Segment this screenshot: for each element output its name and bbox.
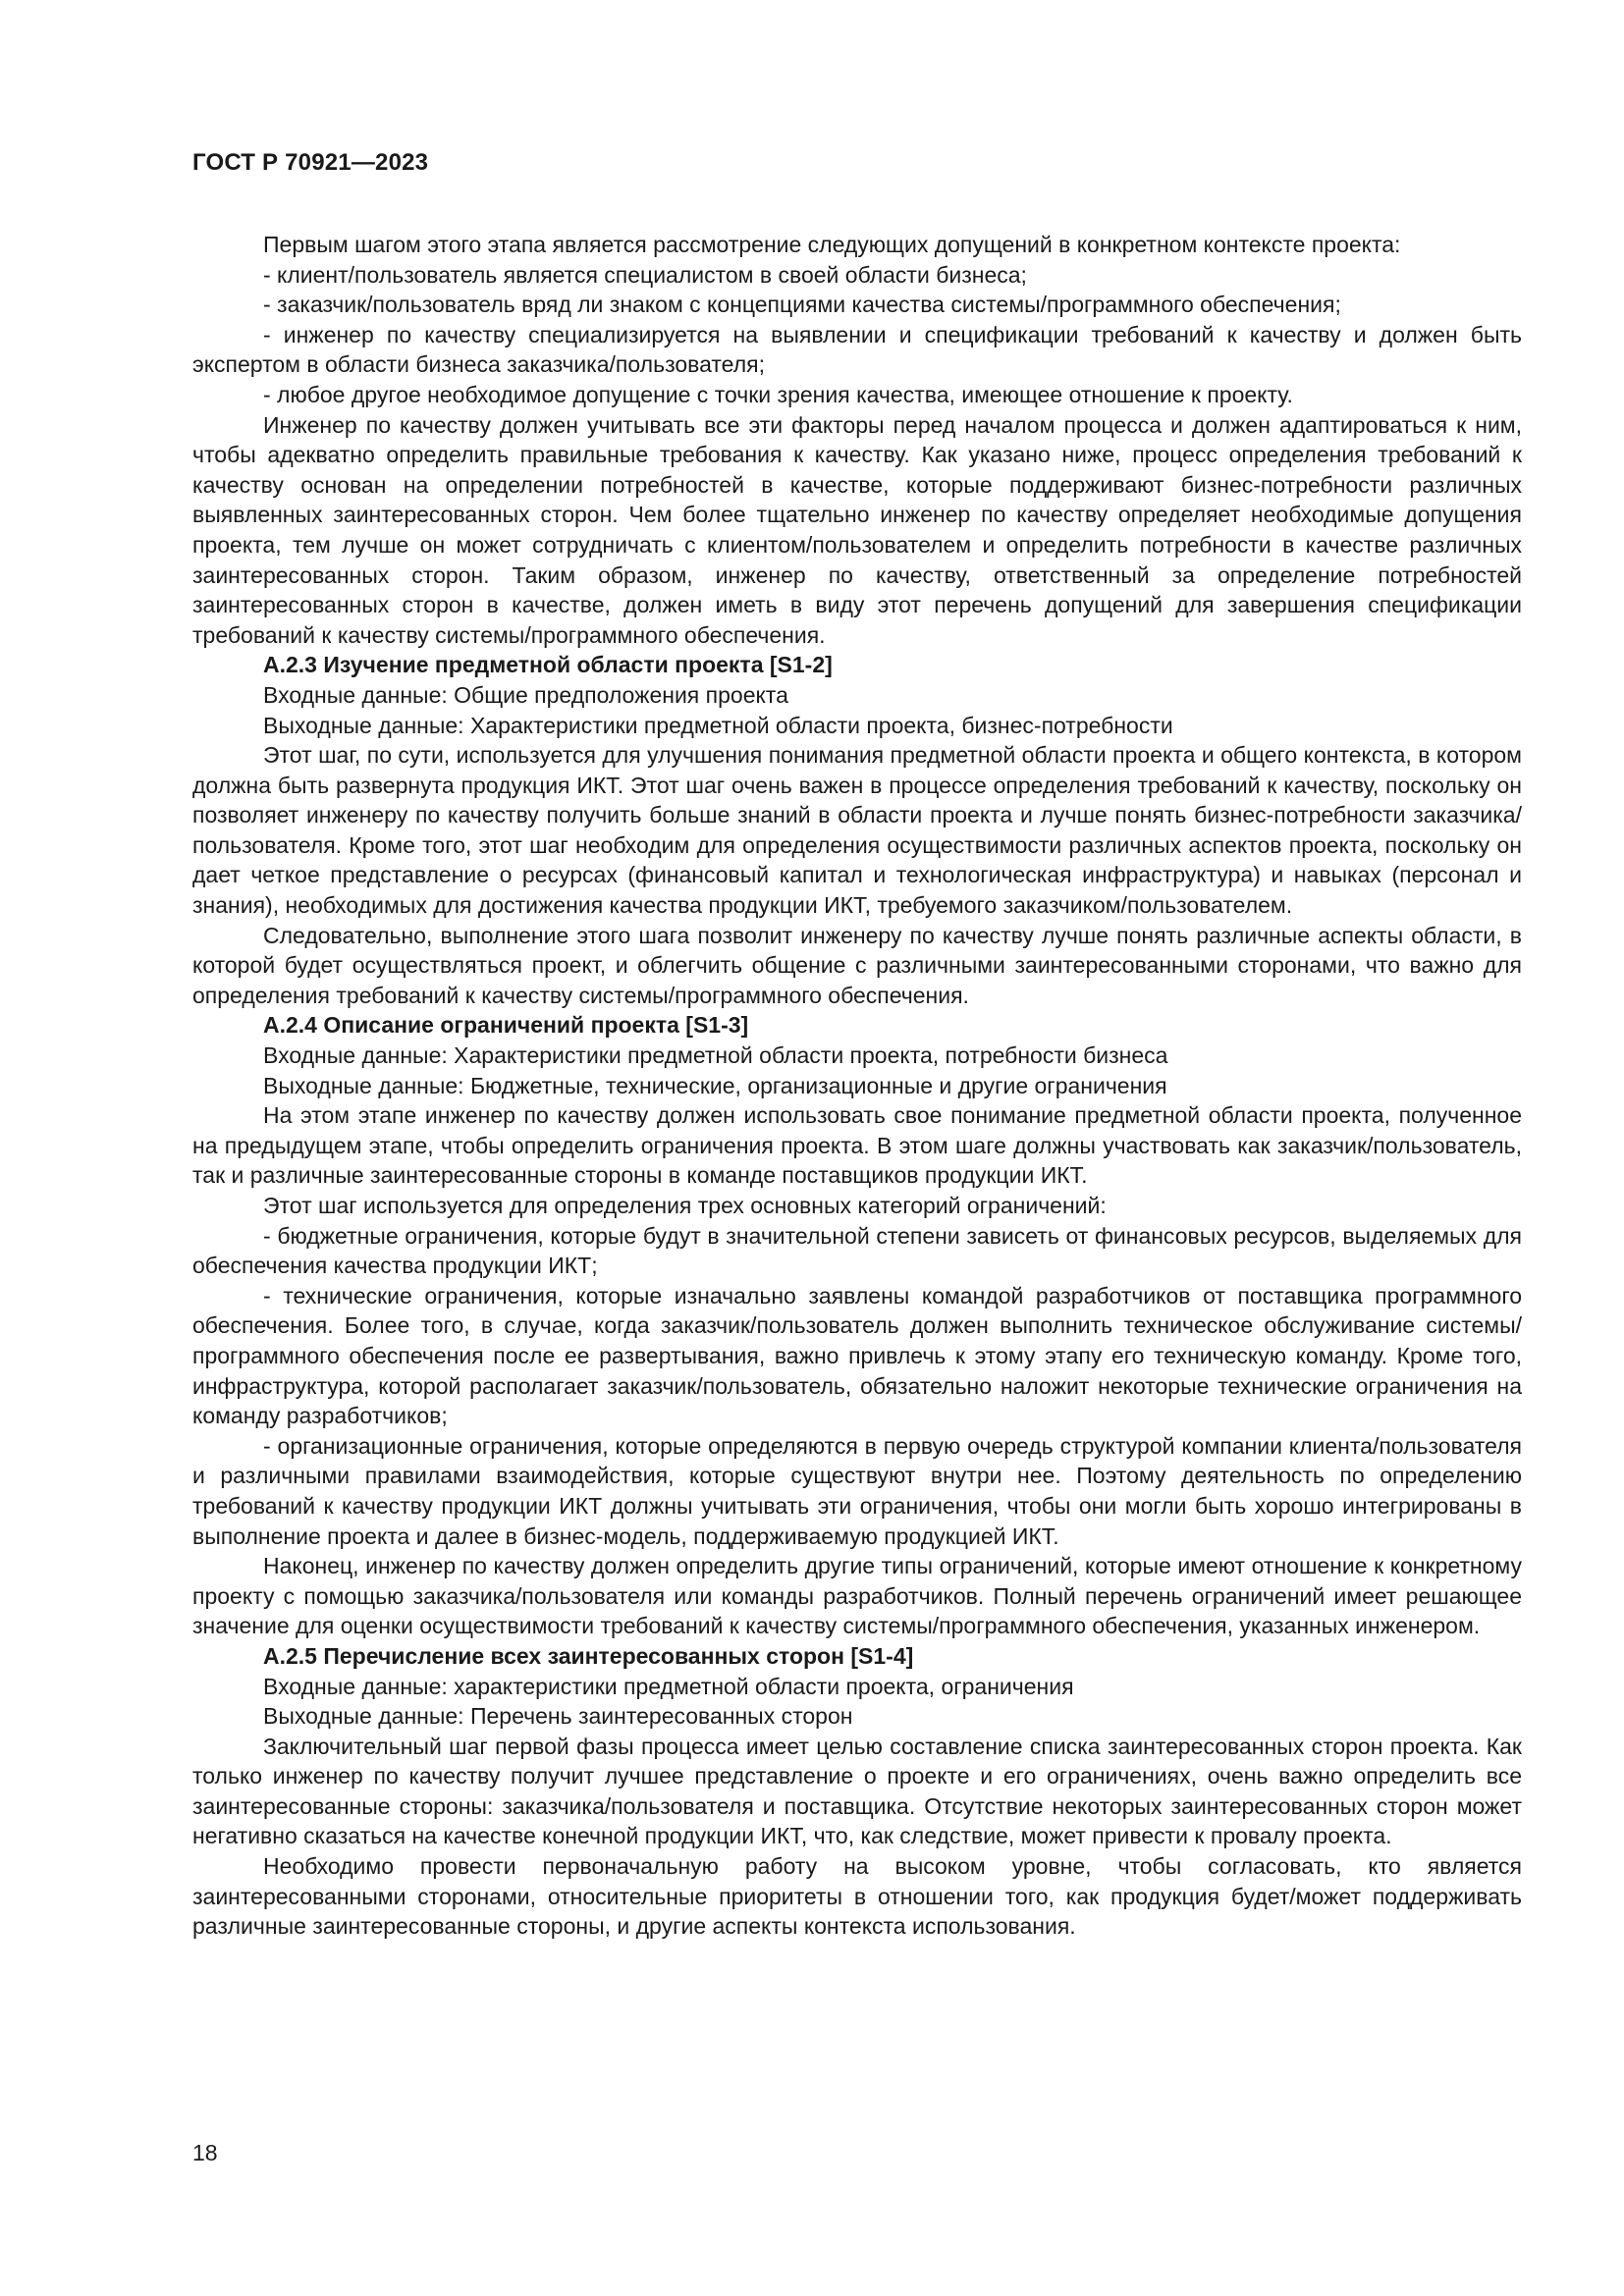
body-paragraph: - клиент/пользователь является специалистом в своей области бизнеса;	[263, 261, 1027, 288]
body-paragraph: Необходимо провести первоначальную работу на высоком уровне, чтобы согласовать, кто является заинтересованными сторонами, относительные приоритеты в отношении того, как продукция будет/может поддерживать различные заинтересованные стороны, и другие аспекты контекста использования.	[192, 1853, 1522, 1940]
body-paragraph: - заказчик/пользователь вряд ли знаком с концепциями качества системы/программного обеспечения;	[263, 292, 1341, 318]
body-paragraph: - бюджетные ограничения, которые будут в значительной степени зависеть от финансовых ресурсов, выделяемых для обеспечения качества продукции ИКТ;	[192, 1222, 1522, 1279]
body-paragraph: Этот шаг используется для определения трех основных категорий ограничений:	[263, 1193, 1107, 1218]
body-paragraph: Выходные данные: Характеристики предметной области проекта, бизнес-потребности	[263, 712, 1173, 738]
body-paragraph: Следовательно, выполнение этого шага позволит инженеру по качеству лучше понять различные аспекты области, в которой будет осуществляться проект, и облегчить общение с различными заинтересованными сторонами, что важно для определения требований к качеству системы/программного обеспечения.	[192, 922, 1522, 1008]
section-heading: А.2.3 Изучение предметной области проекта [S1-2]	[263, 652, 833, 678]
body-paragraph: Первым шагом этого этапа является рассмотрение следующих допущений в конкретном контексте проекта:	[263, 232, 1401, 257]
body-paragraph: Входные данные: Общие предположения проекта	[263, 681, 788, 708]
body-paragraph: - организационные ограничения, которые определяются в первую очередь структурой компании клиента/пользователя и различными правилами взаимодействия, которые существуют внутри нее. Поэтому деятельность по определению требований к качеству продукции ИКТ должны учитывать эти ограничения, чтобы они могли быть хорошо интегрированы в выполнение проекта и далее в бизнес-модель, поддерживаемую продукцией ИКТ.	[192, 1432, 1522, 1549]
body-paragraph: Входные данные: характеристики предметной области проекта, ограничения	[263, 1673, 1074, 1699]
section-heading: А.2.4 Описание ограничений проекта [S1-3]	[263, 1012, 749, 1039]
body-paragraph: Заключительный шаг первой фазы процесса имеет целью составление списка заинтересованных сторон проекта. Как только инженер по качеству получит лучшее представление о проекте и его ограничениях, очень важно определить все заинтересованные стороны: заказчика/пользователя и поставщика. Отсутствие некоторых заинтересованных сторон может негативно сказаться на качестве конечной продукции ИКТ, что, как следствие, может привести к провалу проекта.	[192, 1733, 1522, 1849]
body-paragraph: На этом этапе инженер по качеству должен использовать свое понимание предметной области проекта, полученное на предыдущем этапе, чтобы определить ограничения проекта. В этом шаге должны участвовать как заказчик/пользователь, так и различные заинтересованные стороны в команде поставщиков продукции ИКТ.	[192, 1102, 1522, 1189]
body-paragraph: - инженер по качеству специализируется на выявлении и спецификации требований к качеству и должен быть экспертом в области бизнеса заказчика/пользователя;	[192, 321, 1522, 378]
body-paragraph: - любое другое необходимое допущение с точки зрения качества, имеющее отношение к проекту.	[263, 381, 1293, 407]
body-paragraph: - технические ограничения, которые изначально заявлены командой разработчиков от поставщика программного обеспечения. Более того, в случае, когда заказчик/пользователь должен выполнить техническое обслуживание системы/программного обеспечения после ее развертывания, важно привлечь к этому этапу его техническую команду. Кроме того, инфраструктура, которой располагает заказчик/пользователь, обязательно наложит некоторые технические ограничения на команду разработчиков;	[192, 1282, 1522, 1429]
body-paragraph: Наконец, инженер по качеству должен определить другие типы ограничений, которые имеют отношение к конкретному проекту с помощью заказчика/пользователя или команды разработчиков. Полный перечень ограничений имеет решающее значение для оценки осуществимости требований к качеству системы/программного обеспечения, указанных инженером.	[192, 1553, 1522, 1639]
page-number: 18	[192, 2140, 218, 2165]
body-paragraph: Входные данные: Характеристики предметной области проекта, потребности бизнеса	[263, 1042, 1168, 1069]
standard-header: ГОСТ Р 70921—2023	[192, 149, 429, 176]
body-paragraph: Этот шаг, по сути, используется для улучшения понимания предметной области проекта и общего контекста, в котором должна быть развернута продукция ИКТ. Этот шаг очень важен в процессе определения требований к качеству, поскольку он позволяет инженеру по качеству получить больше знаний в области проекта и лучше понять бизнес-потребности заказчика/пользователя. Кроме того, этот шаг необходим для определения осуществимости различных аспектов проекта, поскольку он дает четкое представление о ресурсах (финансовый капитал и технологическая инфраструктура) и навыках (персонал и знания), необходимых для достижения качества продукции ИКТ, требуемого заказчиком/пользователем.	[192, 742, 1522, 919]
document-body	[192, 230, 1522, 1942]
body-paragraph: Инженер по качеству должен учитывать все эти факторы перед началом процесса и должен адаптироваться к ним, чтобы адекватно определить правильные требования к качеству. Как указано ниже, процесс определения требований к качеству основан на определении потребностей в качестве, которые поддерживают бизнес-потребности различных выявленных заинтересованных сторон. Чем более тщательно инженер по качеству определяет необходимые допущения проекта, тем лучше он может сотрудничать с клиентом/пользователем и определить потребности в качестве различных заинтересованных сторон. Таким образом, инженер по качеству, ответственный за определение потребностей заинтересованных сторон в качестве, должен иметь в виду этот перечень допущений для завершения спецификации требований к качеству системы/программного обеспечения.	[192, 411, 1522, 648]
section-heading: А.2.5 Перечисление всех заинтересованных сторон [S1-4]	[263, 1642, 914, 1669]
body-paragraph: Выходные данные: Бюджетные, технические, организационные и другие ограничения	[263, 1072, 1167, 1098]
body-paragraph: Выходные данные: Перечень заинтересованных сторон	[263, 1703, 853, 1730]
